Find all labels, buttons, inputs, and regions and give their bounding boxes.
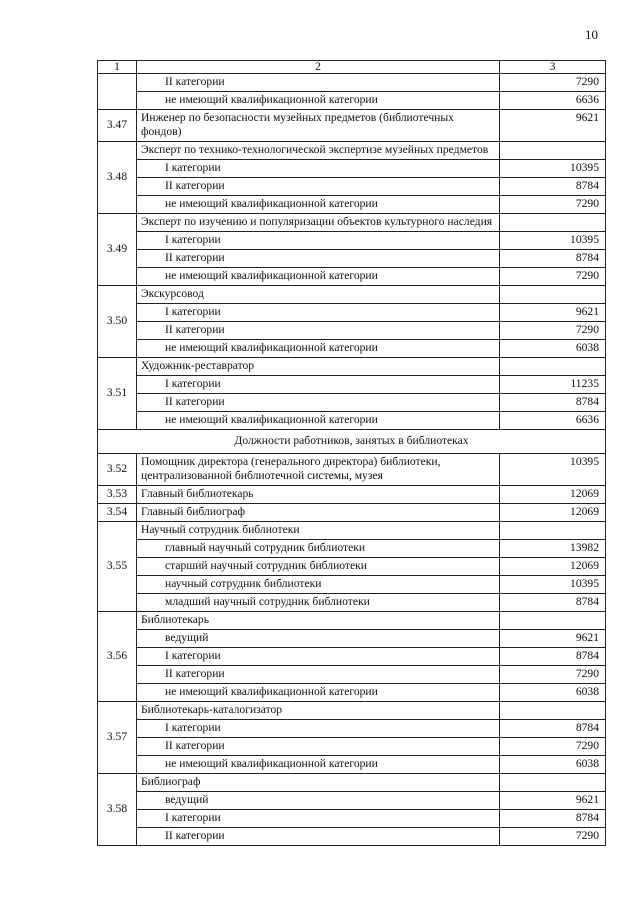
- column-header-3: 3: [500, 61, 606, 74]
- row-number: 3.53: [98, 486, 137, 504]
- salary-value-empty: [500, 358, 606, 376]
- position-sublabel: научный сотрудник библиотеки: [137, 576, 500, 594]
- position-sublabel: II категории: [137, 666, 500, 684]
- salary-value: 10395: [500, 160, 606, 178]
- salary-value: 12069: [500, 504, 606, 522]
- position-sublabel: II категории: [137, 828, 500, 846]
- salary-value: 6636: [500, 412, 606, 430]
- position-sublabel: младший научный сотрудник библиотеки: [137, 594, 500, 612]
- position-sublabel: II категории: [137, 74, 500, 92]
- position-sublabel: II категории: [137, 322, 500, 340]
- salary-value: 9621: [500, 110, 606, 142]
- salary-value: 8784: [500, 250, 606, 268]
- position-sublabel: не имеющий квалификационной категории: [137, 684, 500, 702]
- salary-value: 8784: [500, 810, 606, 828]
- table-row: [98, 304, 606, 322]
- table-row: [98, 286, 606, 304]
- table-row: [98, 178, 606, 196]
- salary-value: 13982: [500, 540, 606, 558]
- table-row: [98, 486, 606, 504]
- position-title: Главный библиограф: [137, 504, 500, 522]
- salary-value: 9621: [500, 630, 606, 648]
- salary-value: 6038: [500, 756, 606, 774]
- salary-value: 12069: [500, 558, 606, 576]
- position-sublabel: I категории: [137, 648, 500, 666]
- salary-value: 10395: [500, 576, 606, 594]
- salary-value: 9621: [500, 304, 606, 322]
- salary-value: 7290: [500, 196, 606, 214]
- section-row: [98, 430, 606, 454]
- position-sublabel: не имеющий квалификационной категории: [137, 756, 500, 774]
- salary-value: 10395: [500, 454, 606, 486]
- column-header-1: 1: [98, 61, 137, 74]
- position-title: Библиотекарь-каталогизатор: [137, 702, 500, 720]
- position-sublabel: не имеющий квалификационной категории: [137, 412, 500, 430]
- table-row: [98, 268, 606, 286]
- position-title: Помощник директора (генерального директора) библиотеки, централизованной библиотечной системы, музея: [137, 454, 500, 486]
- salary-value-empty: [500, 214, 606, 232]
- salary-value-empty: [500, 774, 606, 792]
- salary-value-empty: [500, 522, 606, 540]
- table-row: [98, 196, 606, 214]
- position-sublabel: II категории: [137, 738, 500, 756]
- position-sublabel: не имеющий квалификационной категории: [137, 268, 500, 286]
- row-number: 3.52: [98, 454, 137, 486]
- position-sublabel: I категории: [137, 376, 500, 394]
- table-row: [98, 558, 606, 576]
- table-row: [98, 576, 606, 594]
- position-sublabel: не имеющий квалификационной категории: [137, 92, 500, 110]
- position-sublabel: I категории: [137, 810, 500, 828]
- row-number: 3.48: [98, 142, 137, 214]
- salary-value: 7290: [500, 268, 606, 286]
- row-number-empty: [98, 74, 137, 110]
- salary-value: 7290: [500, 666, 606, 684]
- position-sublabel: I категории: [137, 304, 500, 322]
- salary-value: 6038: [500, 684, 606, 702]
- salary-value: 7290: [500, 74, 606, 92]
- salary-value: 8784: [500, 648, 606, 666]
- table-row: [98, 504, 606, 522]
- table-row: [98, 630, 606, 648]
- position-sublabel: старший научный сотрудник библиотеки: [137, 558, 500, 576]
- table-row: [98, 792, 606, 810]
- table-row: [98, 774, 606, 792]
- row-number: 3.47: [98, 110, 137, 142]
- position-title: Библиотекарь: [137, 612, 500, 630]
- table-row: [98, 454, 606, 486]
- table-row: [98, 522, 606, 540]
- row-number: 3.55: [98, 522, 137, 612]
- salary-value-empty: [500, 702, 606, 720]
- salary-value: 10395: [500, 232, 606, 250]
- position-title: Экскурсовод: [137, 286, 500, 304]
- salary-value-empty: [500, 612, 606, 630]
- position-sublabel: II категории: [137, 394, 500, 412]
- table-row: [98, 232, 606, 250]
- salary-value: 8784: [500, 594, 606, 612]
- salary-value-empty: [500, 142, 606, 160]
- salary-value: 8784: [500, 720, 606, 738]
- position-sublabel: II категории: [137, 178, 500, 196]
- row-number: 3.49: [98, 214, 137, 286]
- table-row: [98, 810, 606, 828]
- table-row: [98, 594, 606, 612]
- salary-value-empty: [500, 286, 606, 304]
- table-row: [98, 412, 606, 430]
- row-number: 3.51: [98, 358, 137, 430]
- position-sublabel: I категории: [137, 720, 500, 738]
- table-row: [98, 358, 606, 376]
- position-title: Научный сотрудник библиотеки: [137, 522, 500, 540]
- page-number: 10: [585, 27, 598, 42]
- position-sublabel: II категории: [137, 250, 500, 268]
- table-row: [98, 612, 606, 630]
- table-row: [98, 702, 606, 720]
- table-row: [98, 666, 606, 684]
- position-title: Библиограф: [137, 774, 500, 792]
- salary-value: 6038: [500, 340, 606, 358]
- row-number: 3.54: [98, 504, 137, 522]
- position-sublabel: I категории: [137, 160, 500, 178]
- position-sublabel: ведущий: [137, 792, 500, 810]
- table-row: [98, 540, 606, 558]
- position-sublabel: главный научный сотрудник библиотеки: [137, 540, 500, 558]
- table-row: [98, 738, 606, 756]
- table-row: [98, 756, 606, 774]
- salary-table-body: [98, 61, 606, 846]
- salary-value: 8784: [500, 394, 606, 412]
- row-number: 3.57: [98, 702, 137, 774]
- table-row: [98, 250, 606, 268]
- row-number: 3.56: [98, 612, 137, 702]
- table-row: [98, 684, 606, 702]
- position-title: Главный библиотекарь: [137, 486, 500, 504]
- position-title: Художник-реставратор: [137, 358, 500, 376]
- table-row: [98, 720, 606, 738]
- column-header-2: 2: [137, 61, 500, 74]
- position-title: Эксперт по технико-технологической экспертизе музейных предметов: [137, 142, 500, 160]
- table-row: [98, 376, 606, 394]
- table-row: [98, 92, 606, 110]
- salary-value: 8784: [500, 178, 606, 196]
- salary-value: 12069: [500, 486, 606, 504]
- row-number: 3.50: [98, 286, 137, 358]
- position-sublabel: не имеющий квалификационной категории: [137, 196, 500, 214]
- section-title: Должности работников, занятых в библиотеках: [98, 430, 606, 454]
- table-row: [98, 160, 606, 178]
- table-row: [98, 340, 606, 358]
- table-row: [98, 110, 606, 142]
- position-sublabel: ведущий: [137, 630, 500, 648]
- position-sublabel: не имеющий квалификационной категории: [137, 340, 500, 358]
- salary-value: 7290: [500, 828, 606, 846]
- table-row: [98, 74, 606, 92]
- header-row: [98, 61, 606, 74]
- salary-value: 11235: [500, 376, 606, 394]
- salary-value: 7290: [500, 738, 606, 756]
- position-title: Эксперт по изучению и популяризации объектов культурного наследия: [137, 214, 500, 232]
- position-sublabel: I категории: [137, 232, 500, 250]
- table-row: [98, 322, 606, 340]
- table-row: [98, 214, 606, 232]
- salary-value: 7290: [500, 322, 606, 340]
- table-row: [98, 828, 606, 846]
- salary-value: 6636: [500, 92, 606, 110]
- row-number: 3.58: [98, 774, 137, 846]
- table-row: [98, 394, 606, 412]
- table-row: [98, 648, 606, 666]
- table-row: [98, 142, 606, 160]
- salary-value: 9621: [500, 792, 606, 810]
- salary-table: [97, 60, 606, 846]
- position-title: Инженер по безопасности музейных предметов (библиотечных фондов): [137, 110, 500, 142]
